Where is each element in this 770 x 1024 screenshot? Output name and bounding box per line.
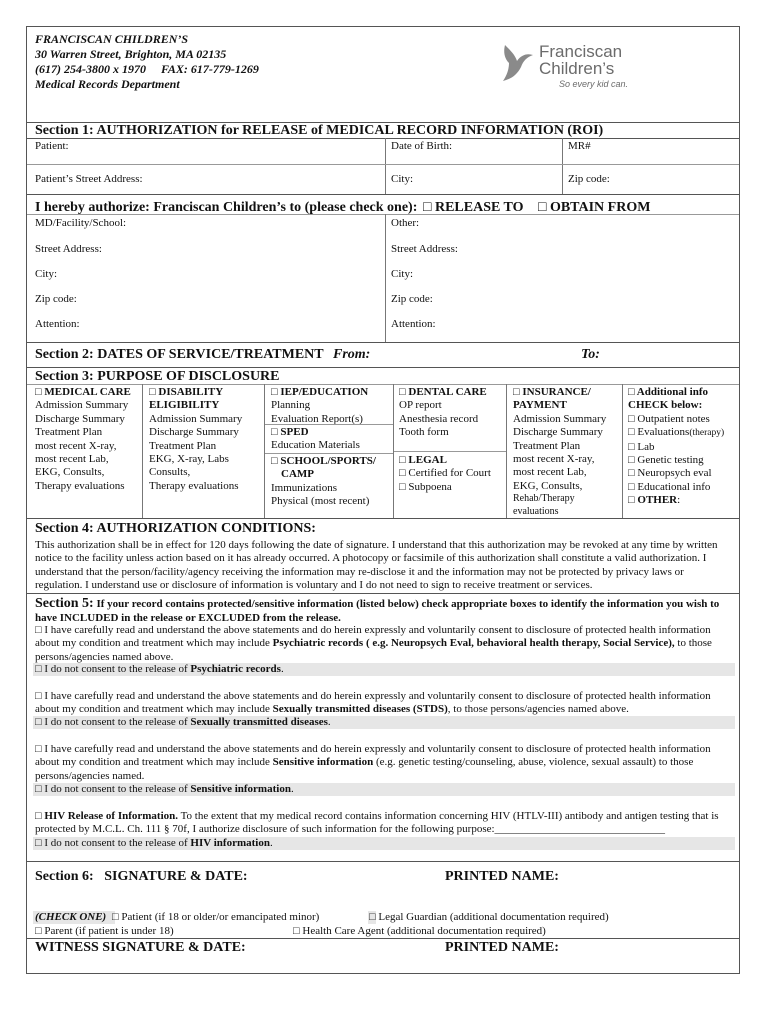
- printed-name-label: PRINTED NAME:: [445, 869, 559, 884]
- other-street-label: Street Address:: [391, 243, 458, 255]
- list-item: evaluations: [513, 505, 559, 517]
- release-to-checkbox[interactable]: □ RELEASE TO: [423, 200, 524, 215]
- list-item: Discharge Summary: [513, 426, 603, 439]
- hiv-consent-checkbox[interactable]: □ HIV Release of Information. To the extent that my medical record contains information concerning HIV (HTLV-III) antibody and antigen testing that is protected by M.C.L. Ch. 111 § 70f, I authorize disclosure of such information for the following purpose:_______________________________: [35, 810, 719, 836]
- medical-care-column: [35, 386, 131, 493]
- lab-checkbox[interactable]: □ Lab: [628, 440, 655, 453]
- other-zip-label: Zip code:: [391, 293, 433, 305]
- sped-checkbox[interactable]: □ SPED: [271, 426, 309, 438]
- dental-column: [399, 386, 487, 440]
- education-column: [271, 386, 368, 426]
- disability-heading-2: ELIGIBILITY: [149, 399, 220, 412]
- witness-printed-name-label: PRINTED NAME:: [445, 940, 559, 955]
- school-sports-checkbox[interactable]: □ SCHOOL/SPORTS/: [271, 455, 376, 467]
- insurance-checkbox[interactable]: □ INSURANCE/: [513, 386, 591, 398]
- section4-title: Section 4: AUTHORIZATION CONDITIONS:: [35, 521, 316, 536]
- other-attention-label: Attention:: [391, 318, 436, 330]
- hiv-decline-checkbox[interactable]: □ I do not consent to the release of HIV information.: [35, 837, 273, 849]
- witness-signature-label: WITNESS SIGNATURE & DATE:: [35, 940, 246, 955]
- section5-instructions: If your record contains protected/sensitive information (listed below) check appropriate boxes to identify the information you wish to have INCLUDED in the release or EXCLUDED from the release.: [35, 598, 720, 624]
- list-item: Admission Summary: [513, 412, 607, 425]
- list-item: Discharge Summary: [35, 412, 125, 425]
- list-item: Immunizations: [271, 481, 337, 494]
- section5-title: Section 5:: [35, 596, 94, 611]
- org-phone-fax: (617) 254-3800 x 1970 FAX: 617-779-1269: [35, 62, 259, 76]
- list-item: EKG, X-ray, Labs: [149, 453, 229, 466]
- list-item: EKG, Consults,: [35, 466, 105, 479]
- list-item: Consults,: [149, 466, 191, 479]
- section1-title: Section 1: AUTHORIZATION for RELEASE of MEDICAL RECORD INFORMATION (ROI): [35, 123, 604, 138]
- list-item: Treatment Plan: [149, 439, 217, 452]
- logo-line-1: Franciscan: [539, 42, 623, 61]
- neuropsych-eval-checkbox[interactable]: □ Neuropsych eval: [628, 467, 712, 480]
- section3-title: Section 3: PURPOSE OF DISCLOSURE: [35, 369, 280, 384]
- other-checkbox[interactable]: □ OTHER:: [628, 494, 681, 507]
- school-block: [271, 455, 376, 509]
- list-item: Anesthesia record: [399, 412, 479, 425]
- list-item: EKG, Consults,: [513, 479, 583, 492]
- parent-checkbox[interactable]: □ Parent (if patient is under 18): [35, 925, 174, 937]
- std-decline-checkbox[interactable]: □ I do not consent to the release of Sexually transmitted diseases.: [35, 716, 331, 728]
- list-item: Therapy evaluations: [35, 479, 125, 492]
- medical-care-checkbox[interactable]: □ MEDICAL CARE: [35, 386, 131, 398]
- psychiatric-consent-checkbox[interactable]: □ I have carefully read and understand the above statements and do herein expressly and voluntarily consent to disclosure of protected health information about my condition and treatment which may include Psychiatric records ( e.g. Neuropsych Eval, behavioral health therapy, Social Service), to those persons/agencies named above.: [35, 624, 712, 663]
- insurance-column: [513, 386, 606, 518]
- legal-checkbox[interactable]: □ LEGAL: [399, 454, 447, 466]
- educational-info-checkbox[interactable]: □ Educational info: [628, 480, 711, 493]
- genetic-testing-checkbox[interactable]: □ Genetic testing: [628, 454, 704, 467]
- sensitive-decline-checkbox[interactable]: □ I do not consent to the release of Sensitive information.: [35, 783, 294, 795]
- sensitive-consent-checkbox[interactable]: □ I have carefully read and understand the above statements and do herein expressly and voluntarily consent to disclosure of protected health information about my condition and treatment which may include Sensitive information (e.g. genetic testing/counseling, abuse, violence, sexual assault) to those persons/agencies named.: [35, 743, 711, 782]
- list-item: Evaluation Report(s): [271, 412, 363, 425]
- list-item: Tooth form: [399, 426, 449, 439]
- outpatient-notes-checkbox[interactable]: □ Outpatient notes: [628, 412, 710, 425]
- list-item: most recent Lab,: [35, 453, 109, 466]
- subpoena-checkbox[interactable]: □ Subpoena: [399, 480, 452, 493]
- from-label: From:: [333, 347, 371, 362]
- logo-line-2: Children’s: [539, 59, 615, 78]
- patient-signer-checkbox[interactable]: □ Patient (if 18 or older/or emancipated minor): [112, 911, 320, 923]
- list-item: Discharge Summary: [149, 426, 239, 439]
- list-item: Treatment Plan: [35, 426, 103, 439]
- zip-label: Zip code:: [568, 173, 610, 185]
- list-item: Admission Summary: [149, 412, 243, 425]
- list-item: OP report: [399, 399, 442, 412]
- franciscan-logo: [497, 39, 647, 99]
- street-address-label: Patient’s Street Address:: [35, 173, 143, 185]
- iep-education-checkbox[interactable]: □ IEP/EDUCATION: [271, 386, 369, 398]
- std-consent-checkbox[interactable]: □ I have carefully read and understand the above statements and do herein expressly and voluntarily consent to disclosure of protected health information about my condition and treatment which may include Sexually transmitted diseases (STDS), to those persons/agencies named above.: [35, 690, 711, 716]
- list-item: Physical (most recent): [271, 495, 370, 508]
- insurance-heading-2: PAYMENT: [513, 399, 567, 412]
- list-item: most recent X-ray,: [513, 453, 595, 466]
- mr-label: MR#: [568, 140, 591, 152]
- additional-info-column: [628, 386, 724, 508]
- sped-block: [271, 426, 360, 453]
- to-label: To:: [581, 347, 600, 362]
- org-name: FRANCISCAN CHILDREN’S: [35, 32, 189, 46]
- evaluations-checkbox[interactable]: □ Evaluations(therapy): [628, 426, 725, 439]
- list-item: Therapy evaluations: [149, 479, 239, 492]
- city-label: City:: [391, 173, 414, 185]
- list-item: most recent X-ray,: [35, 439, 117, 452]
- logo-tagline: So every kid can.: [559, 79, 629, 89]
- legal-block: [399, 454, 491, 494]
- authorization-conditions-text: This authorization shall be in effect for 120 days following the date of signature. I understand that this authorization may be revoked at any time by written notice to the facility unless action based on it has already occurred. A photocopy or facsimile of this authorization shall constitute a valid authorization. I understand that the person/facility/agency receiving the information may re-disclose it and the information may not be protected by privacy laws or regulation. I understand use or disclosure of information is voluntary and I do not need to sign to receive treatment or services.: [35, 539, 718, 592]
- authorize-text: I hereby authorize: Franciscan Children’s to (please check one):: [35, 200, 418, 215]
- additional-info-checkbox[interactable]: □ Additional info: [628, 386, 709, 398]
- org-department: Medical Records Department: [35, 77, 180, 91]
- dob-label: Date of Birth:: [391, 140, 453, 152]
- additional-info-heading-2: CHECK below:: [628, 399, 703, 412]
- section2-title: Section 2: DATES OF SERVICE/TREATMENT: [35, 347, 324, 362]
- legal-guardian-checkbox[interactable]: □ Legal Guardian (additional documentation required): [369, 911, 609, 923]
- obtain-from-checkbox[interactable]: □ OBTAIN FROM: [538, 200, 651, 215]
- other-label: Other:: [391, 217, 420, 229]
- list-item: Rehab/Therapy: [513, 493, 575, 505]
- list-item: most recent Lab,: [513, 466, 587, 479]
- disability-checkbox[interactable]: □ DISABILITY: [149, 386, 224, 398]
- section6-title: Section 6: SIGNATURE & DATE:: [35, 869, 248, 884]
- list-item: Education Materials: [271, 439, 360, 452]
- org-address: 30 Warren Street, Brighton, MA 02135: [35, 47, 227, 61]
- roi-form: [26, 26, 740, 974]
- list-item: Planning: [271, 399, 311, 412]
- recipient-facility-label: MD/Facility/School:: [35, 217, 127, 229]
- recipient-attention-label: Attention:: [35, 318, 80, 330]
- school-heading-2: CAMP: [281, 468, 314, 481]
- dental-care-checkbox[interactable]: □ DENTAL CARE: [399, 386, 487, 398]
- list-item: Treatment Plan: [513, 439, 581, 452]
- disability-column: [149, 386, 242, 493]
- health-care-agent-checkbox[interactable]: □ Health Care Agent (additional documentation required): [293, 925, 546, 937]
- section5-heading: [35, 596, 733, 625]
- psychiatric-decline-checkbox[interactable]: □ I do not consent to the release of Psychiatric records.: [35, 663, 284, 675]
- certified-court-checkbox[interactable]: □ Certified for Court: [399, 467, 491, 480]
- recipient-city-label: City:: [35, 268, 58, 280]
- check-one-label: (CHECK ONE): [35, 911, 107, 923]
- recipient-zip-label: Zip code:: [35, 293, 77, 305]
- other-city-label: City:: [391, 268, 414, 280]
- patient-label: Patient:: [35, 140, 69, 152]
- recipient-street-label: Street Address:: [35, 243, 102, 255]
- dove-icon: [497, 41, 537, 85]
- list-item: Admission Summary: [35, 399, 129, 412]
